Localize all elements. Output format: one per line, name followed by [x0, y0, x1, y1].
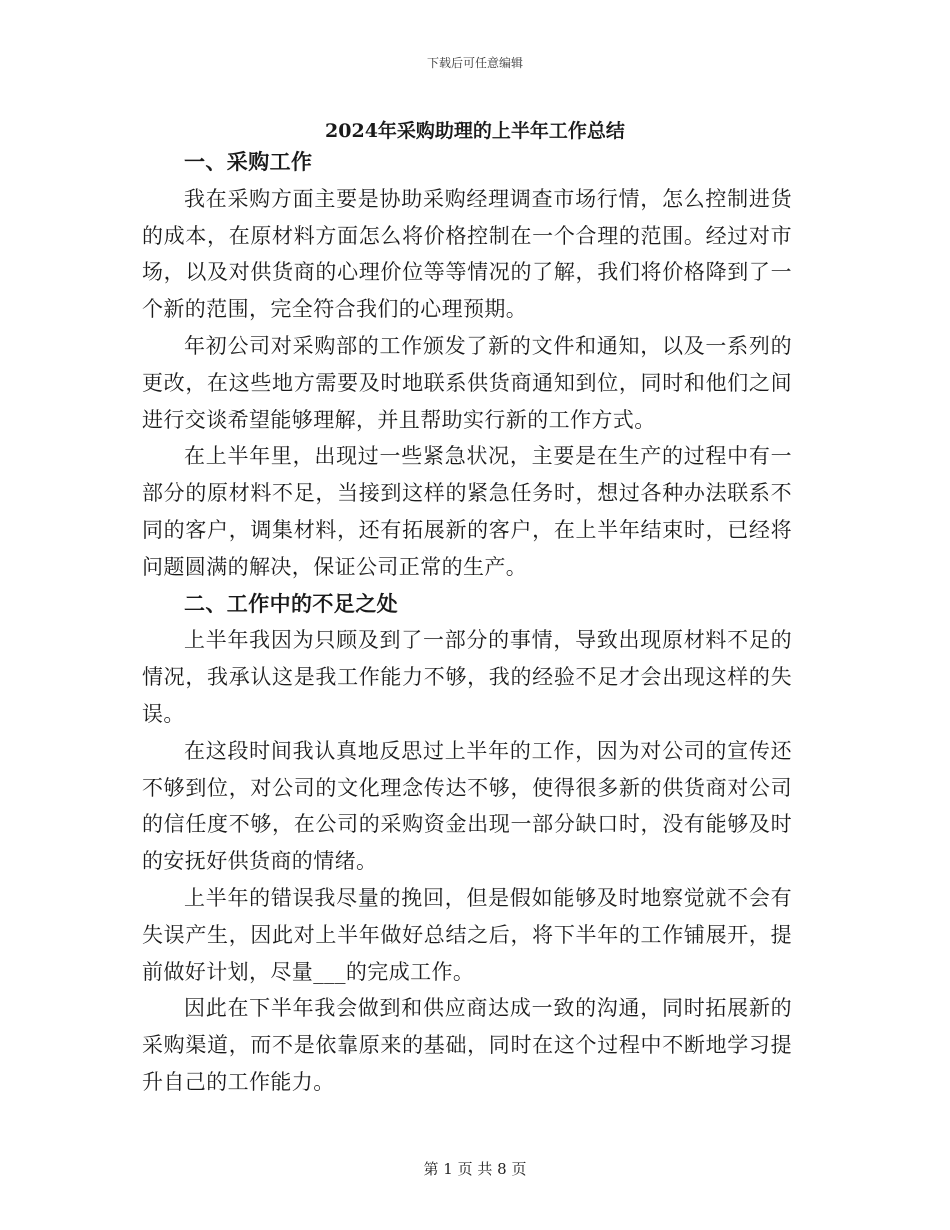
section-heading-shortcomings: 二、工作中的不足之处	[184, 590, 398, 616]
document-body	[142, 144, 792, 1101]
section-heading-procurement: 一、采购工作	[184, 149, 313, 174]
body-paragraph: 上半年我因为只顾及到了一部分的事情，导致出现原材料不足的情况，我承认这是我工作能力不够，我的经验不足才会出现这样的失误。	[142, 628, 792, 726]
body-paragraph: 因此在下半年我会做到和供应商达成一致的沟通，同时拓展新的采购渠道，而不是依靠原来的基础，同时在这个过程中不断地学习提升自己的工作能力。	[142, 996, 792, 1094]
body-paragraph: 在这段时间我认真地反思过上半年的工作，因为对公司的宣传还不够到位，对公司的文化理念传达不够，使得很多新的供货商对公司的信任度不够，在公司的采购资金出现一部分缺口时，没有能够及时的安抚好供货商的情绪。	[142, 738, 792, 874]
page-header-note: 下载后可任意编辑	[426, 56, 523, 70]
body-paragraph: 年初公司对采购部的工作颁发了新的文件和通知，以及一系列的更改，在这些地方需要及时地联系供货商通知到位，同时和他们之间进行交谈希望能够理解，并且帮助实行新的工作方式。	[142, 333, 792, 432]
body-paragraph: 上半年的错误我尽量的挽回，但是假如能够及时地察觉就不会有失误产生，因此对上半年做好总结之后，将下半年的工作铺展开，提前做好计划，尽量___的完成工作。	[142, 885, 792, 984]
body-paragraph: 我在采购方面主要是协助采购经理调查市场行情，怎么控制进货的成本，在原材料方面怎么将价格控制在一个合理的范围。经过对市场，以及对供货商的心理价位等等情况的了解，我们将价格降到了一个新的范围，完全符合我们的心理预期。	[142, 186, 792, 322]
page-number: 第 1 页 共 8 页	[423, 1160, 527, 1178]
body-paragraph: 在上半年里，出现过一些紧急状况，主要是在生产的过程中有一部分的原材料不足，当接到这样的紧急任务时，想过各种办法联系不同的客户，调集材料，还有拓展新的客户，在上半年结束时，已经将问题圆满的解决，保证公司正常的生产。	[142, 444, 792, 579]
document-title: 2024年采购助理的上半年工作总结	[325, 120, 625, 142]
